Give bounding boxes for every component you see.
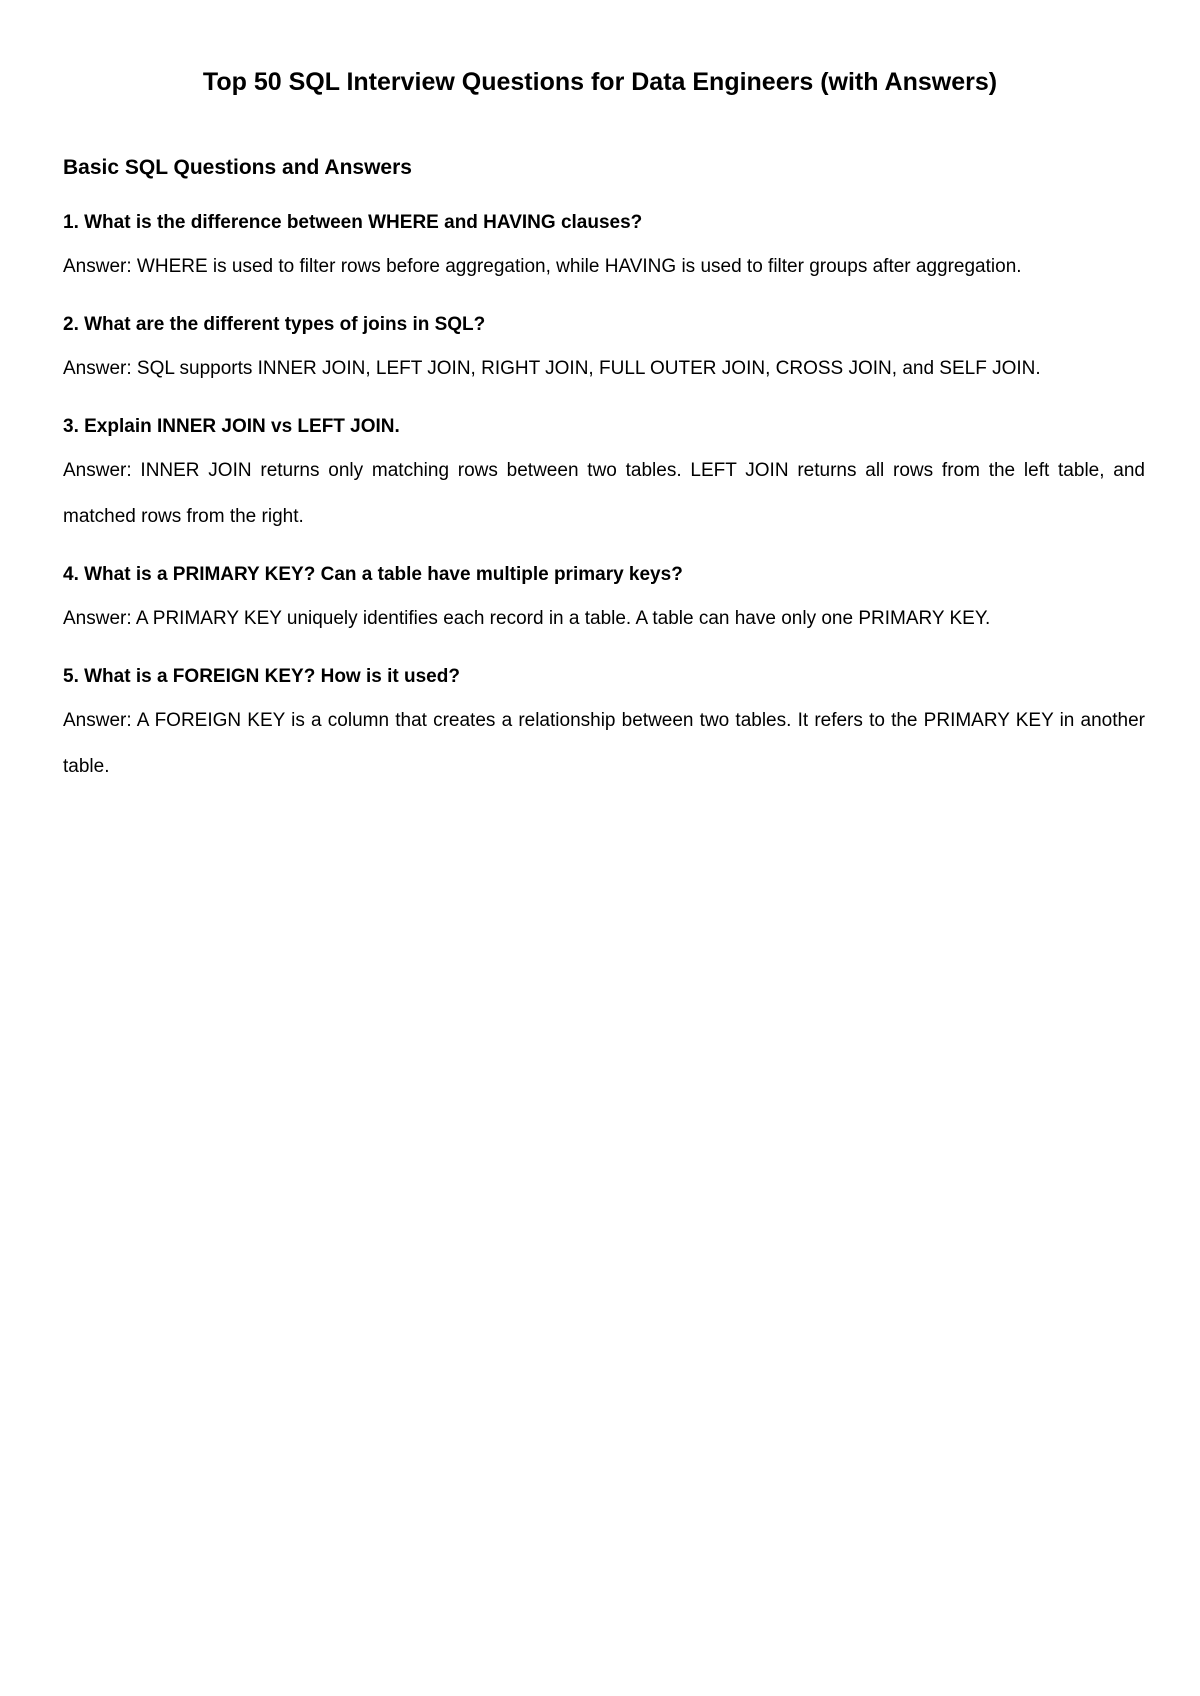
qa-item-3: [63, 412, 1145, 540]
answer-text: Answer: INNER JOIN returns only matching rows between two tables. LEFT JOIN returns all rows from the left table, and matched rows from the right.: [63, 460, 1145, 527]
qa-item-5: [63, 662, 1145, 790]
qa-item-2: [63, 310, 1145, 392]
qa-item-1: [63, 208, 1145, 290]
question-text: 1. What is the difference between WHERE and HAVING clauses?: [63, 212, 643, 233]
document-content: [63, 153, 1145, 810]
qa-item-4: [63, 560, 1145, 642]
document-title: Top 50 SQL Interview Questions for Data Engineers (with Answers): [202, 68, 998, 96]
question-text: 3. Explain INNER JOIN vs LEFT JOIN.: [63, 416, 400, 437]
answer-text: Answer: A PRIMARY KEY uniquely identifies each record in a table. A table can have only one PRIMARY KEY.: [63, 608, 991, 629]
question-text: 4. What is a PRIMARY KEY? Can a table have multiple primary keys?: [63, 564, 683, 585]
answer-text: Answer: A FOREIGN KEY is a column that creates a relationship between two tables. It refers to the PRIMARY KEY in another table.: [63, 710, 1145, 777]
answer-text: Answer: WHERE is used to filter rows before aggregation, while HAVING is used to filter groups after aggregation.: [63, 256, 1022, 277]
question-text: 2. What are the different types of joins in SQL?: [63, 314, 486, 335]
answer-text: Answer: SQL supports INNER JOIN, LEFT JOIN, RIGHT JOIN, FULL OUTER JOIN, CROSS JOIN, and SELF JOIN.: [63, 358, 1041, 379]
question-text: 5. What is a FOREIGN KEY? How is it used?: [63, 666, 460, 687]
section-heading: Basic SQL Questions and Answers: [63, 156, 412, 179]
